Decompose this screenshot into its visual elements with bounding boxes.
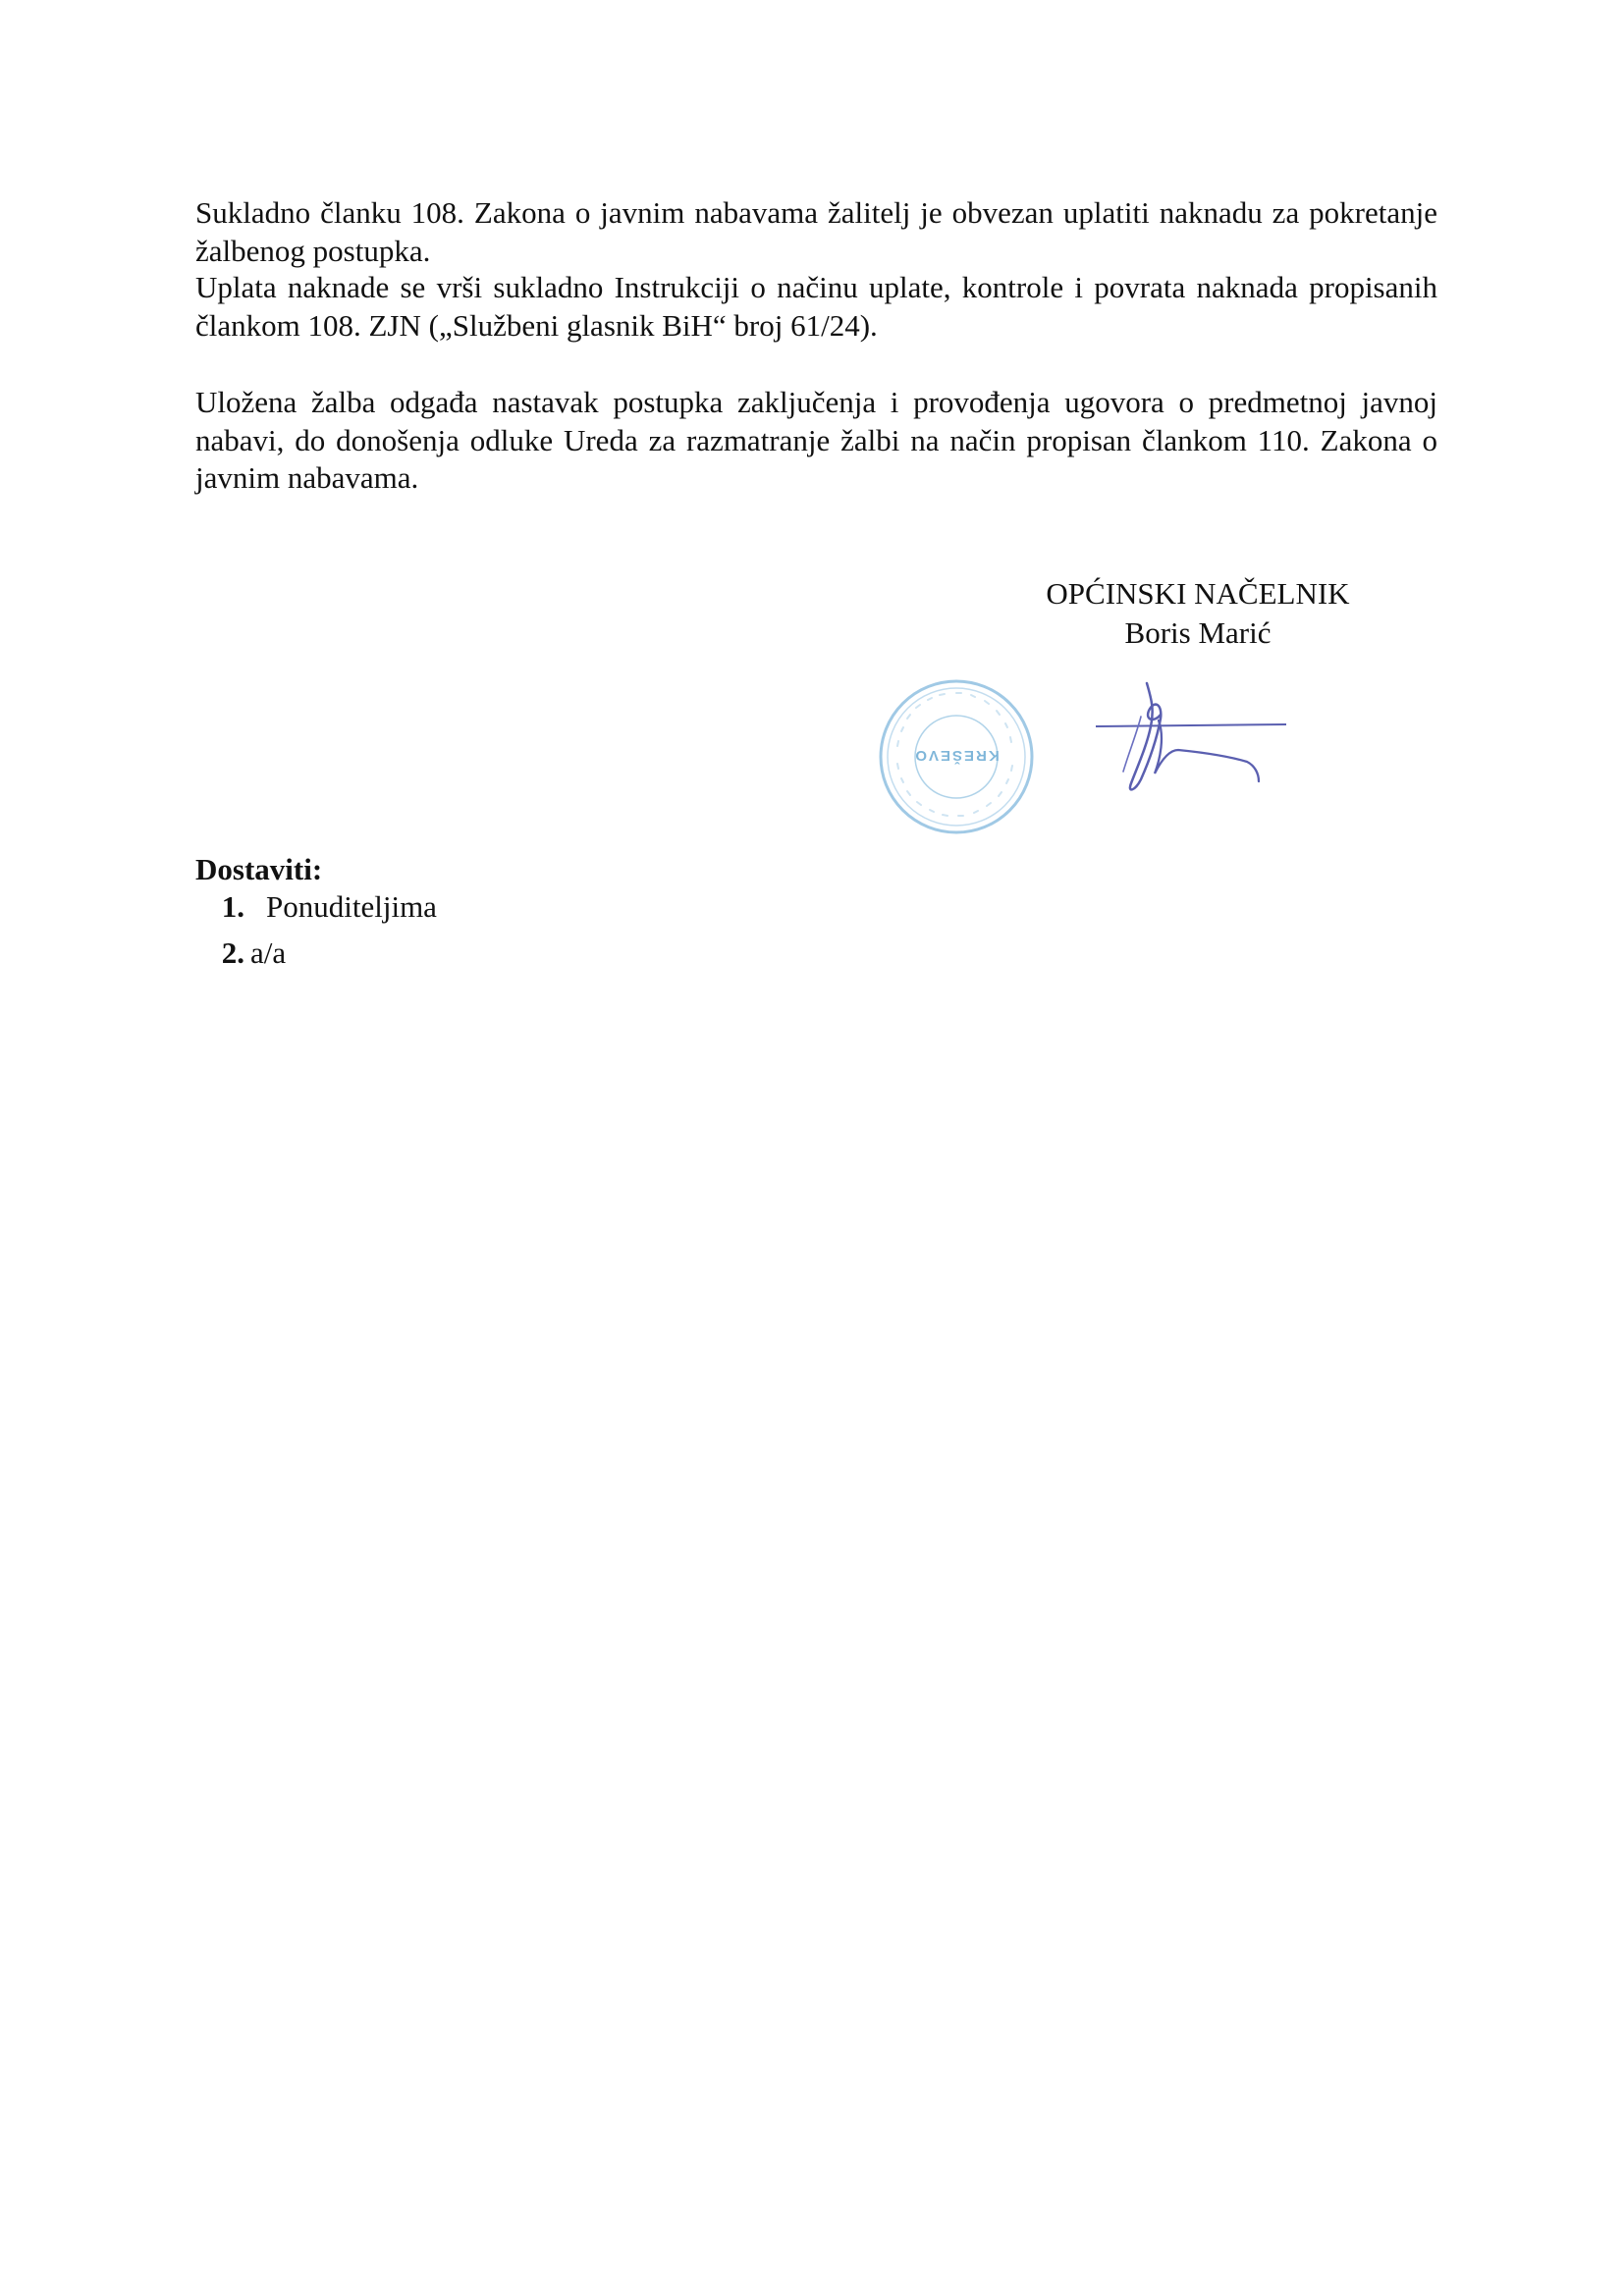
delivery-heading: Dostaviti:: [195, 852, 323, 886]
handwritten-signature: [1090, 677, 1296, 805]
list-item: [195, 932, 437, 975]
paragraph-appeal-effect: Uložena žalba odgađa nastavak postupka zaključenja i provođenja ugovora o predmetnoj javnoj nabavi, do donošenja odluke Ureda za razmatranje žalbi na način propisan člankom 110. Zakona o javnim nabavama.: [195, 385, 1437, 495]
list-item-number: 1.: [221, 889, 244, 924]
list-item: [195, 885, 437, 929]
list-item-text: Ponuditeljima: [266, 889, 437, 924]
paragraph-fee-payment: Uplata naknade se vrši sukladno Instrukciji o načinu uplate, kontrole i povrata naknada propisanih člankom 108. ZJN („Službeni glasnik BiH“ broj 61/24).: [195, 270, 1437, 343]
paragraph-fee-obligation: Sukladno članku 108. Zakona o javnim nabavama žalitelj je obvezan uplatiti naknadu za pokretanje žalbenog postupka.: [195, 195, 1437, 268]
list-item-text: a/a: [250, 935, 287, 970]
signatory-name: Boris Marić: [1124, 615, 1272, 650]
official-stamp: [877, 677, 1036, 836]
list-item-number: 2.: [221, 935, 244, 970]
stamp-text: KREŠEVO: [913, 747, 1000, 764]
delivery-list: [195, 885, 437, 975]
signatory-title: OPĆINSKI NAČELNIK: [1046, 576, 1350, 611]
signature-block: [1001, 574, 1394, 653]
